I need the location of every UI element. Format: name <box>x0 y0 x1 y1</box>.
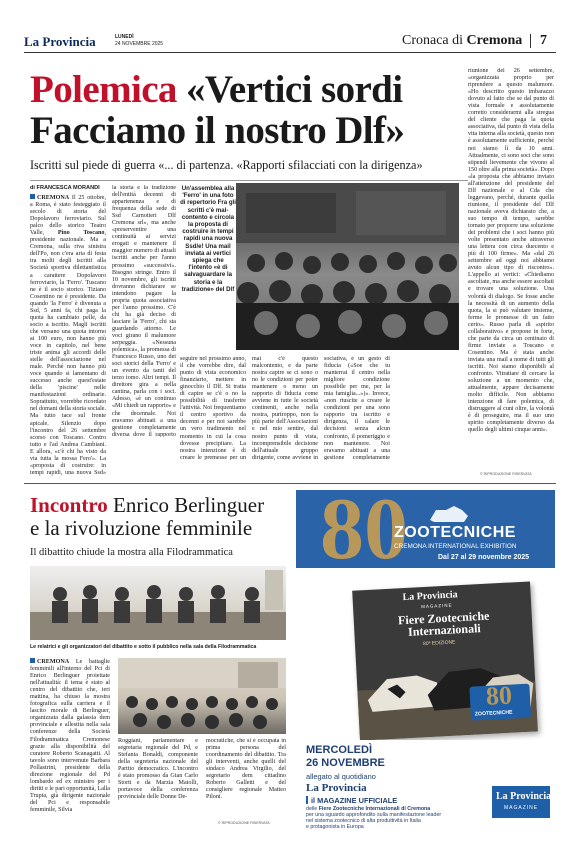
bottom-title-1: Enrico Berlinguer <box>113 493 265 517</box>
byline: di FRANCESCA MORANDI <box>30 185 100 191</box>
advert-brand-line2: CREMONA INTERNATIONAL EXHIBITION <box>394 543 517 550</box>
article-col-7 <box>468 68 554 472</box>
lead-text: Il 25 ottobre, a Roma, è stato festeggiato il secolo di storia del Dopolavoro ferroviario. Sul palco dello storico Teatro Valle, <box>30 195 106 237</box>
article-col-2: la storia e la tradizione dell'entità decenni di appartenenza e di frequenza della sede di Ssd Carnotieri Dlf Cremona srl», ma anche «preserventire una continuità ai servizi erogati e mantenere il maggior numero di attuali iscritti anche per l'anno prossimo «successivi». Bisogno stringe. Entro il 10 novembre, gli iscritti dovranno dichiarare se intendono pagare la propria quota associativa per l'anno prossimo. C'è chi ha già deciso di lasciare la 'Ferro', chi sta guardando attorno. Le voci girano il malumore serpeggia. «Nessuna polemica», la promessa di Francesco Russo, uno dei soci storici della 'Ferro' e un evento da tanti del terzo tomo. Altri tempi. Il direttore gira a nella cantina, parla con i soci. Adesso, «è un continuo «Mi chiedi un rapporto» e che decennale. Noi eravamo abituati a una gestione completamente diversa dove il rapporto <box>112 185 176 437</box>
headline-kicker: Polemica <box>30 68 177 111</box>
article-col-1 <box>30 194 106 477</box>
advert-dates: Dal 27 al 29 novembre 2025 <box>438 554 530 561</box>
advert-date: 26 NOVEMBRE <box>306 757 385 769</box>
advert-desc-1a: delle <box>306 806 318 812</box>
advert-big-number: 80 <box>320 490 408 578</box>
speakers-photo <box>30 566 286 640</box>
sidebar-quote: Un'assemblea alla 'Ferro' in una foto di repertorio Fra gli scritti c'è mal-contento e circola la proposta di costruire in tempi rapidi una nuova Ssd/e! Una mail inviata ai vertici spiega che l'intento «è di salvaguardare la storia e la tradizione» del Dlf <box>180 185 236 293</box>
headline-line1 <box>30 70 403 110</box>
bottom-dateline: CREMONA <box>37 659 70 665</box>
bottom-col1-text: Le battaglie femminili all'interno del Pci di Enrico Berlinguer proiettate nell'attualità: il tema è stato al centro del dibattito che, ieri mattina, ha chiuso la mostra fotografica sulla carriera e il lascito morale di Berlinguer, organizzata dalla galassia dem provinciale e allestita nella sala conferenze della Società Filodrammatica Cremonese grazie alla disponibilità del curatore Roberto Scanagatti. Al tavolo sono intervenute Barbara Pollastrini, presidente della direzione regionale del Pd lombardo ed ex ministro per i diritti e le pari opportunità, Lalla Trupia, già dirigente nazionale del Pci e responsabile femminile, Silvia <box>30 659 110 813</box>
advert-paper: La Provincia <box>306 782 367 794</box>
lead-cont: , presidente nazionale. Ma a Cremona, sulla riva sinistra dell'Po, non c'era aria di festa tra molti degli iscritti alla Società sportiva dilettantistica a carattere Dopolavoro ferroviario, la 'Ferro'. Tuscano ne è il socio storico. <box>30 230 106 293</box>
col7-credit: © RIPRODUZIONE RISERVATA <box>480 472 532 476</box>
assembly-photo-art <box>236 183 459 350</box>
photo-caption: Le relatrici e gli organizzatori del dibattito e sotto il pubblico nella sala della Filodrammatica <box>30 644 257 650</box>
cover-logo-sub: MAGAZINE <box>420 602 453 610</box>
advert-desc-2: per una sguardo approfondito sulla manifestazione leader <box>306 812 442 818</box>
section-prefix: Cronaca di <box>402 33 464 48</box>
cover-headline: Fiere Zootecniche Internazionali <box>397 608 490 639</box>
bottom-headline-line2: e la rivoluzione femminile <box>30 516 253 540</box>
assembly-photo <box>236 183 459 350</box>
headline-title-1: «Vertici sordi <box>185 68 403 111</box>
advert[interactable] <box>296 490 555 833</box>
section-city: Cremona <box>466 33 523 48</box>
headline-line2: Facciamo il nostro Dlf» <box>30 109 405 152</box>
speakers-photo-art <box>30 566 286 640</box>
cover-edition: 80ª EDIZIONE <box>422 639 456 648</box>
masthead-logo[interactable]: La Provincia <box>24 34 96 49</box>
bottom-col-1 <box>30 658 110 828</box>
audience-photo-art <box>118 658 286 734</box>
bottom-col-3 <box>206 738 286 818</box>
page-number: 7 <box>540 33 547 48</box>
advert-day: MERCOLEDÌ <box>306 744 372 756</box>
article-subtitle: Iscritti sul piede di guerra «... di partenza. «Rapporti sfilacciati con la dirigenza» <box>30 158 423 172</box>
advert-desc-1b: Fiere Zootecniche Internazionali di Cremona <box>318 806 431 812</box>
header-day: LUNEDÌ <box>115 34 134 40</box>
advert-desc-4: e protagonista in Europa <box>306 824 364 830</box>
cover-badge-label: ZOOTECNICHE <box>474 709 513 718</box>
cover-badge-number: 80 <box>485 680 513 711</box>
lead-name: Pino Toscano <box>57 230 105 237</box>
bottom-subtitle: Il dibattito chiude la mostra alla Filodrammatica <box>30 547 233 558</box>
advert-footer-logo: La Provincia <box>496 791 552 802</box>
section-divider <box>24 483 556 484</box>
cover-badge <box>469 680 531 721</box>
bottom-headline-line1 <box>30 494 264 516</box>
bottom-col-2: Roggiani, parlamentare e segretaria regionale del Pd, e Stefania Bonaldi, componente della segreteria nazionale del Partito democratico. L'incontro è stato promosso da Gian Carlo Storti e da Marzia Maiolli, portavoce della conferenza provinciale delle Donne De- <box>118 738 198 801</box>
advert-brand-line1: ZOOTECNICHE <box>394 524 516 541</box>
advert-footer-logo-box <box>492 786 550 818</box>
article-col-6: sociativa, è un gesto di fiducia («Soe che tu manterrai il centro nella migliore condizione possibile per me, per la mia famiglia...»)». Invece, «non riuscite a creare le condizioni per una sono rapporto tra iscritto e dirigenza, il calare le decisioni senza alcun confronto, il pomeriggio e non mantenere. Noi eravamo abituati a una gestione completamente <box>324 356 390 460</box>
advert-magazine-line: il MAGAZINE UFFICIALE <box>311 796 398 805</box>
header-date: 24 NOVEMBRE 2025 <box>115 41 164 47</box>
col1-text: Tiziano Cosentino ne è presidente. Da quando 'la Ferro' è divenuta a Ssd, 5 anni fa, chi paga la quota ha cambiato pelle, da socio a iscritto. Magli iscritti che versano una quota intorno ai 100 euro, non hanno più voce in capitolo, nel bene triste anima gli accordi delle stelle dell'associazione nel male. Perché non hanno più voce quando si lamentano di successo anche quest'estate della 'piscine' nelle manifestazioni ordinarie. Soprattutto, vorrebbe ricordato nel domani della storia sociale. Ma tutto tace sul fronte apicale. Silenzio dopo l'incontro del 26 settembre scorso con Toscano. Contro tutto e l'ad Andrea Cambiani. E allora, «c'è chi ha visto da via tutta la mossa Fero'». La «proposta di costruire: in tempi rapidi, una nuova Ssd» <box>30 286 106 476</box>
bottom-dateline-marker <box>30 658 35 663</box>
section-title <box>402 33 522 49</box>
advert-logo-mark <box>424 504 474 526</box>
header-rule <box>24 52 556 53</box>
audience-photo <box>118 658 286 734</box>
header-divider <box>530 34 531 48</box>
dateline-marker <box>30 194 35 199</box>
col7-text: riunione del 26 settembre, «organizzata proprio per riprendere a questo malumore. «Ho descritto questo imbarazzo dovuto al fatto che se dal punto di vista formale e assolutamente corretto considerarmi alla stregua del cliente che paga la quota associativa, dal punto di vista della vita interna alla società, questo non è assolutamente sufficiente, perché noi siamo lì da 10 anni. Attualmente, ci sono soci che sono stipendi lievemente che vivono al 150 oltre alla prima società». Dopo «la proposta che abbiamo inviato all'attenzione del presidente del Dlf nazionale e al Cda che leggevano, perché, durante quella riunione, il presidente del Dlf nazionale aveva dichiarato che, a suo tempo di tempo, sarebbe tornato per proporre una soluzione dei problemi che i soci hanno più volte presentato anche attraverso una lettera con circa duecento e più di 100 firme». Ma «dal 26 settembre ad oggi noi abbiamo avuto alcun tipo di riscontro». L'appello ai vertici: «Chiediamo ascoltate, ma anche essere ascoltati e trovare una soluzione. Una volontà di dialogo. Se fosse anche la necessità di un aumento della quota, la si può valutare insieme, ferme le promesse di un fatto certo». Russo parla di «spirito collaborativo» e propone in forte, che parte da circa un centinaio di firme inviate a Toscano e Cosentino. Ma è stata anche inviata una mail a nome di tutti gli iscritti. Noi siamo disponibili al confronto. Vitrattare di cercare la soluzione a un momento che, attualmente, appare decisamente molto difficile. Non abbiamo intenzione di fare polemica, di distruggere al cuni oltre, la volontà è di proseguire, ma il suo uno spirito completamente diverso da quello degli ultimi cinque anni». <box>468 68 554 434</box>
cover-logo: La Provincia <box>402 589 458 604</box>
bottom-col3-credit: © RIPRODUZIONE RISERVATA <box>218 821 270 825</box>
article-col-4: seguire nel prossimo anno, il che vorrebbe dire, dal punto di vista economico finanziario, mettere in ginocchio il Dlf. Si tratta di capire se c'è o no la possibilità di trasferire l'attività. Noi frequentiamo il centro sportivo da decenni e per noi sarebbe un vero tradimento nel momento in cui la cosa dovesse precipitare. La nostra intenzione è di creare le premesse per un <box>180 356 246 460</box>
dateline: CREMONA <box>37 195 70 201</box>
subtitle-rule <box>30 180 468 181</box>
magazine-cover[interactable] <box>352 581 538 740</box>
advert-desc-3: nel sistema zootecnico di alta produttività in Italia <box>306 818 421 824</box>
bottom-kicker: Incontro <box>30 493 108 517</box>
article-col-5: mai c'è questo malcontento, e da parte nostra capire se ci sono o no le condizioni per poter mantenere o meno un rapporto di fiducia come avviene in tutte le società continenti, anche nella nostra, purtroppo, non fa più parte dell'Associazioni e nel mio sentire, dal nostro punto di vista, incomprensibile decisione dell'attuale gruppo dirigente, come avviene in <box>252 356 318 460</box>
advert-footer-sub: MAGAZINE <box>504 805 539 811</box>
bottom-col3-text: mocratiche, che si è occupata in prima persona del coordinamento del dibattito. Tra gli interventi, anche quelli del sindaco Andrea Virgilio, del segretario dem cittadino Roberto Galletti e del consigliere regionale Matteo Piloni. <box>206 738 286 801</box>
advert-with: allegato al quotidiano <box>306 772 376 781</box>
cow-icon <box>424 504 474 526</box>
advert-magazine-bar <box>306 796 308 804</box>
